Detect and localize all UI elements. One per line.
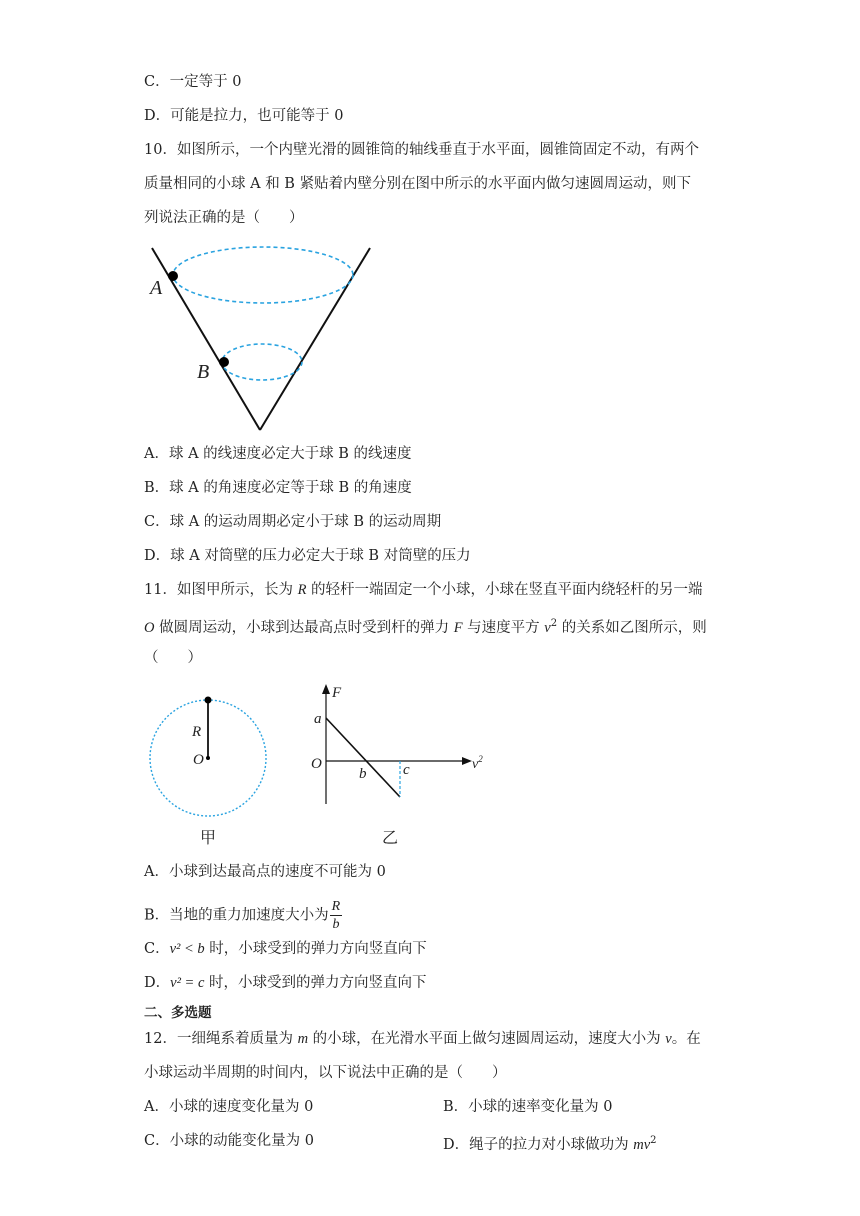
- label-o: O: [193, 752, 204, 768]
- q10-stem-line3: 列说法正确的是（ ）: [144, 210, 304, 226]
- q12-option-c: C．小球的动能变化量为 0: [144, 1133, 314, 1149]
- q11-option-a: A．小球到达最高点的速度不可能为 0: [144, 864, 386, 880]
- q10-option-a: A．球 A 的线速度必定大于球 B 的线速度: [144, 446, 412, 462]
- q11-option-c: C．v² < b 时，小球受到的弹力方向竖直向下: [144, 941, 427, 957]
- q11-option-d: D．v² = c 时，小球受到的弹力方向竖直向下: [144, 975, 427, 991]
- label-r: R: [192, 724, 202, 740]
- q9-option-d: D．可能是拉力，也可能等于 0: [144, 108, 344, 124]
- q12-option-d: D．绳子的拉力对小球做功为 $mv^2$: [443, 1135, 657, 1153]
- label-f: F: [332, 685, 342, 701]
- q11-stem-line3: （ ）: [144, 650, 202, 666]
- q10-stem-line1: 10．如图所示，一个内壁光滑的圆锥筒的轴线垂直于水平面，圆锥筒固定不动，有两个: [144, 142, 699, 158]
- q10-option-b: B．球 A 的角速度必定等于球 B 的角速度: [144, 480, 412, 496]
- label-a: a: [314, 711, 322, 727]
- q11-stem-line2: O 做圆周运动，小球到达最高点时受到杆的弹力 F 与速度平方 $v^2$ 的关系如乙图所示，则: [144, 618, 707, 636]
- label-c: c: [403, 762, 410, 778]
- q11-stem-line1: 11．如图甲所示，长为 R 的轻杆一端固定一个小球，小球在竖直平面内绕轻杆的另一端: [144, 582, 703, 598]
- q11-figure-jia: [140, 690, 280, 850]
- q10-cone-figure: [140, 240, 380, 440]
- fraction-r-over-b: $\frac{R}{b}$: [331, 899, 341, 932]
- q12-stem-line1: 12．一细绳系着质量为 m 的小球，在光滑水平面上做匀速圆周运动，速度大小为 v。在: [144, 1031, 701, 1047]
- q11-option-b: B．当地的重力加速度大小为 $\frac{R}{b}$: [144, 899, 341, 932]
- q12-option-b: B．小球的速率变化量为 0: [443, 1099, 613, 1115]
- q10-stem-line2: 质量相同的小球 A 和 B 紧贴着内壁分别在图中所示的水平面内做匀速圆周运动，则下: [144, 176, 692, 192]
- q10-option-d: D．球 A 对筒壁的压力必定大于球 B 对筒壁的压力: [144, 548, 471, 564]
- label-v2: $v^2$: [472, 754, 483, 772]
- label-a: A: [150, 277, 163, 299]
- q9-option-c: C．一定等于 0: [144, 74, 242, 90]
- q11-figure-yi: [305, 682, 505, 852]
- label-o: O: [311, 756, 322, 772]
- caption-yi: 乙: [382, 830, 399, 847]
- orbit-a: [173, 247, 353, 303]
- caption-jia: 甲: [200, 830, 217, 847]
- q10-option-c: C．球 A 的运动周期必定小于球 B 的运动周期: [144, 514, 442, 530]
- ball-b: [219, 357, 229, 367]
- orbit-b: [222, 344, 302, 380]
- section-heading-multiple-choice: 二、多选题: [144, 1005, 212, 1021]
- q12-stem-line2: 小球运动半周期的时间内，以下说法中正确的是（ ）: [144, 1065, 507, 1081]
- ball-a: [168, 271, 178, 281]
- label-b: B: [197, 361, 210, 383]
- q12-option-a: A．小球的速度变化量为 0: [144, 1099, 314, 1115]
- label-b: b: [359, 766, 367, 782]
